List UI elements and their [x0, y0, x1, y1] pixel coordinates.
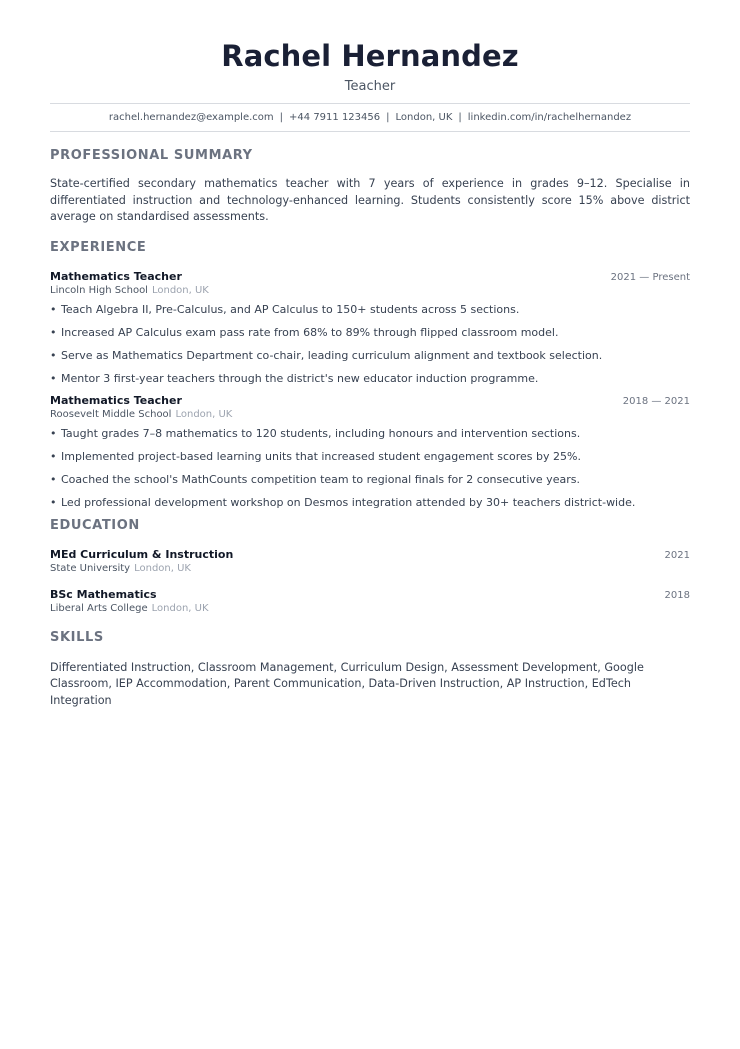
job-title: Mathematics Teacher — [50, 393, 182, 407]
contact-linkedin[interactable]: linkedin.com/in/rachelhernandez — [467, 112, 632, 123]
summary-section — [50, 148, 690, 226]
school-location: London, UK — [134, 562, 191, 574]
job-entry — [50, 394, 690, 510]
degree-title: MEd Curriculum & Instruction — [50, 547, 234, 561]
job-title: Mathematics Teacher — [50, 269, 182, 283]
candidate-name: Rachel Hernandez — [221, 39, 519, 73]
contact-separator: | — [386, 112, 390, 123]
graduation-year: 2021 — [664, 549, 690, 561]
job-bullet: • Coached the school's MathCounts competition team to regional finals for 2 consecutive years. — [50, 472, 690, 487]
employer-location: London, UK — [151, 284, 209, 296]
section-title: PROFESSIONAL SUMMARY — [50, 148, 253, 163]
contact-phone[interactable]: +44 7911 123456 — [289, 112, 381, 123]
job-dates: 2018 — 2021 — [622, 395, 690, 407]
employer-location: London, UK — [175, 408, 233, 420]
section-title: SKILLS — [50, 629, 104, 645]
job-header — [50, 270, 690, 283]
job-bullet: • Implemented project-based learning units that increased student engagement scores by 25%. — [50, 449, 690, 464]
contact-email[interactable]: rachel.hernandez@example.com — [108, 112, 274, 123]
education-entry — [50, 588, 690, 614]
degree-title: BSc Mathematics — [50, 587, 157, 601]
school-name: Liberal Arts College — [50, 602, 148, 614]
employer-name: Lincoln High School — [50, 284, 148, 296]
job-bullet: • Serve as Mathematics Department co-chair, leading curriculum alignment and textbook selection. — [50, 348, 690, 363]
employer-name: Roosevelt Middle School — [50, 408, 172, 420]
contact-separator: | — [279, 112, 284, 123]
education-institution — [50, 603, 690, 614]
education-institution — [50, 563, 690, 574]
section-title: EXPERIENCE — [50, 239, 147, 255]
experience-section — [50, 240, 690, 510]
contact-separator: | — [458, 112, 462, 123]
skills-text: Differentiated Instruction, Classroom Management, Curriculum Design, Assessment Development, Google Classroom, IEP Accommodation, Parent Communication, Data-Driven Instruction, AP Instruction, EdTech Integration — [50, 660, 644, 707]
job-bullet: • Teach Algebra II, Pre-Calculus, and AP Calculus to 150+ students across 5 sections. — [50, 302, 690, 317]
job-header — [50, 394, 690, 407]
school-name: State University — [50, 562, 131, 574]
candidate-role: Teacher — [344, 79, 396, 94]
job-bullet: • Mentor 3 first-year teachers through the district's new educator induction programme. — [50, 371, 690, 386]
job-bullet: • Increased AP Calculus exam pass rate from 68% to 89% through flipped classroom model. — [50, 325, 690, 340]
job-employer — [50, 285, 690, 296]
education-header — [50, 548, 690, 561]
education-header — [50, 588, 690, 601]
resume-header — [50, 0, 690, 132]
summary-text: State-certified secondary mathematics teacher with 7 years of experience in grades 9–12. Specialise in differentiated instruction and technology-enhanced learning. Students consistently score 15% above district average on standardised assessments. — [50, 177, 690, 223]
job-bullets — [50, 426, 690, 510]
school-location: London, UK — [151, 602, 209, 614]
contact-location: London, UK — [395, 112, 453, 123]
skills-section — [50, 630, 690, 710]
education-entry — [50, 548, 690, 574]
job-bullet: • Taught grades 7–8 mathematics to 120 students, including honours and intervention sections. — [50, 426, 690, 441]
section-title: EDUCATION — [50, 517, 140, 533]
job-employer — [50, 409, 690, 420]
education-section — [50, 518, 690, 614]
job-bullet: • Led professional development workshop on Desmos integration attended by 30+ teachers district-wide. — [50, 495, 690, 510]
graduation-year: 2018 — [664, 589, 690, 601]
job-entry — [50, 270, 690, 386]
contact-bar — [50, 103, 690, 132]
job-bullets — [50, 302, 690, 386]
job-dates: 2021 — Present — [610, 271, 690, 283]
